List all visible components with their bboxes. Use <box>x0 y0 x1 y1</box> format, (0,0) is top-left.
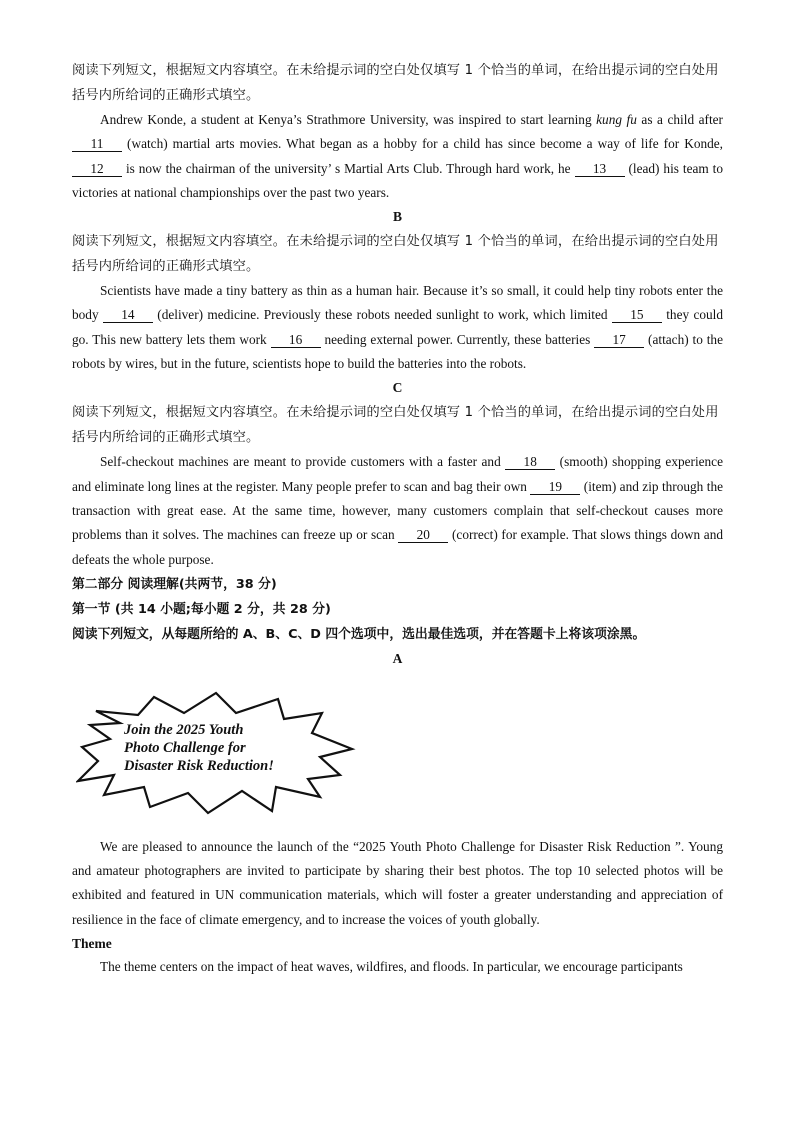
part2-title: 第二部分 阅读理解(共两节，38 分) <box>72 576 277 592</box>
blank-13: 13 <box>575 161 625 177</box>
instruction-a: 阅读下列短文，根据短文内容填空。在未给提示词的空白处仅填写 1 个恰当的单词，在给出提示词的空白处用括号内所给词的正确形式填空。 <box>72 63 719 103</box>
theme-heading: Theme <box>72 936 112 952</box>
blank-18: 18 <box>505 454 555 470</box>
passage-b: Scientists have made a tiny battery as thin as a human hair. Because it’s so small, it could help tiny robots enter the body 14 (deliver) medicine. Previously these robots needed sunlight to work, which limited 15 they could go. This new battery lets them work 16 needing external power. Currently, these batteries 17 (attach) to the robots by wires, but in the future, scientists hope to build the batteries into the robots. <box>72 283 723 372</box>
announcement-paragraph: We are pleased to announce the launch of the “2025 Youth Photo Challenge for Disaster Risk Reduction ”. Young and amateur photographers are invited to participate by sharing their best photos. The top 10 selected photos will be exhibited and featured in UN communication materials, which will foster a greater understanding and appreciation of resilience in the face of climate emergency, and to increase the voices of youth globally. <box>72 838 723 927</box>
section1-title: 第一节 (共 14 小题;每小题 2 分，共 28 分) <box>72 601 331 617</box>
blank-19: 19 <box>530 479 580 495</box>
reading-label-a: A <box>392 650 403 666</box>
passage-c: Self-checkout machines are meant to provide customers with a faster and 18 (smooth) shopping experience and eliminate long lines at the register. Many people prefer to scan and bag their own 19 (item) and zip through the transaction with great ease. At the same time, however, many customers complain that self-checkout causes more problems than it solves. The machines can freeze up or scan 20 (correct) for example. That slows things down and defeats the whole purpose. <box>72 454 724 567</box>
poster-starburst <box>76 691 356 819</box>
instruction-b: 阅读下列短文，根据短文内容填空。在未给提示词的空白处仅填写 1 个恰当的单词，在给出提示词的空白处用括号内所给词的正确形式填空。 <box>72 234 719 275</box>
instruction-c: 阅读下列短文，根据短文内容填空。在未给提示词的空白处仅填写 1 个恰当的单词，在给出提示词的空白处用括号内所给词的正确形式填空。 <box>72 405 719 446</box>
poster-line-2: Photo Challenge for <box>124 739 246 756</box>
blank-11: 11 <box>72 136 122 152</box>
reading-instruction: 阅读下列短文，从每题所给的 A、B、C、D 四个选项中，选出最佳选项，并在答题卡上将该项涂黑。 <box>72 626 646 642</box>
blank-16: 16 <box>271 332 321 348</box>
blank-12: 12 <box>72 161 122 177</box>
passage-a: Andrew Konde, a student at Kenya’s Strathmore University, was inspired to start learning kung fu as a child after 11 (watch) martial arts movies. What began as a hobby for a child has since become a way of life for Konde, 12 is now the chairman of the university’ s Martial Arts Club. Through hard work, he 13 (lead) his team to victories at national championships over the past two years. <box>72 112 723 200</box>
poster-line-3: Disaster Risk Reduction! <box>124 757 274 774</box>
section-label-b: B <box>392 209 402 225</box>
blank-17: 17 <box>594 332 644 348</box>
poster-text <box>124 721 344 775</box>
document-page <box>72 58 723 979</box>
blank-20: 20 <box>398 527 448 543</box>
kung-fu-term: kung fu <box>596 112 637 127</box>
blank-15: 15 <box>612 307 662 323</box>
section-label-c: C <box>392 380 403 396</box>
theme-paragraph: The theme centers on the impact of heat waves, wildfires, and floods. In particular, we encourage participants <box>100 959 683 975</box>
blank-14: 14 <box>103 307 153 323</box>
poster-line-1: Join the 2025 Youth <box>124 721 244 738</box>
